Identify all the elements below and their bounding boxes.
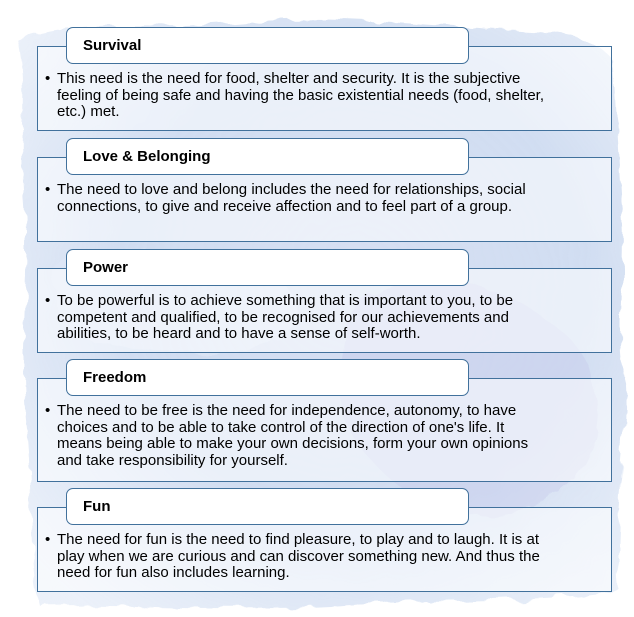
bullet-icon: • xyxy=(45,402,51,419)
bullet-icon: • xyxy=(45,181,51,198)
section-description: The need for fun is the need to find pleasure, to play and to laugh. It is at play when we are curious and can discover something new. And thus the need for fun also includes learning. xyxy=(57,531,540,581)
bullet-item xyxy=(45,532,545,582)
bullet-item xyxy=(45,293,545,343)
section-title: Power xyxy=(83,259,129,276)
section-title: Love & Belonging xyxy=(83,148,211,165)
section-title: Survival xyxy=(83,37,142,54)
section-title: Freedom xyxy=(83,369,147,386)
section-description: To be powerful is to achieve something that is important to you, to be competent and qualified, to be recognised for our achievements and abilities, to be heard and to have a sense of self-worth. xyxy=(57,292,514,342)
section-description: The need to love and belong includes the need for relationships, social connections, to give and receive affection and to feel part of a group. xyxy=(57,181,526,215)
bullet-item xyxy=(45,182,545,215)
title-box xyxy=(66,138,469,175)
section-description: The need to be free is the need for independence, autonomy, to have choices and to be able to take control of the direction of one's life. It means being able to make your own decisions, form your own opinions and take responsibility for yourself. xyxy=(57,402,529,469)
title-box xyxy=(66,488,469,525)
bullet-item xyxy=(45,71,545,121)
section-title: Fun xyxy=(83,498,111,515)
section-description: This need is the need for food, shelter and security. It is the subjective feeling of being safe and having the basic existential needs (food, shelter, etc.) met. xyxy=(57,70,544,120)
bullet-item xyxy=(45,403,545,469)
title-box xyxy=(66,27,469,64)
bullet-icon: • xyxy=(45,292,51,309)
title-box xyxy=(66,249,469,286)
title-box xyxy=(66,359,469,396)
bullet-icon: • xyxy=(45,70,51,87)
bullet-icon: • xyxy=(45,531,51,548)
